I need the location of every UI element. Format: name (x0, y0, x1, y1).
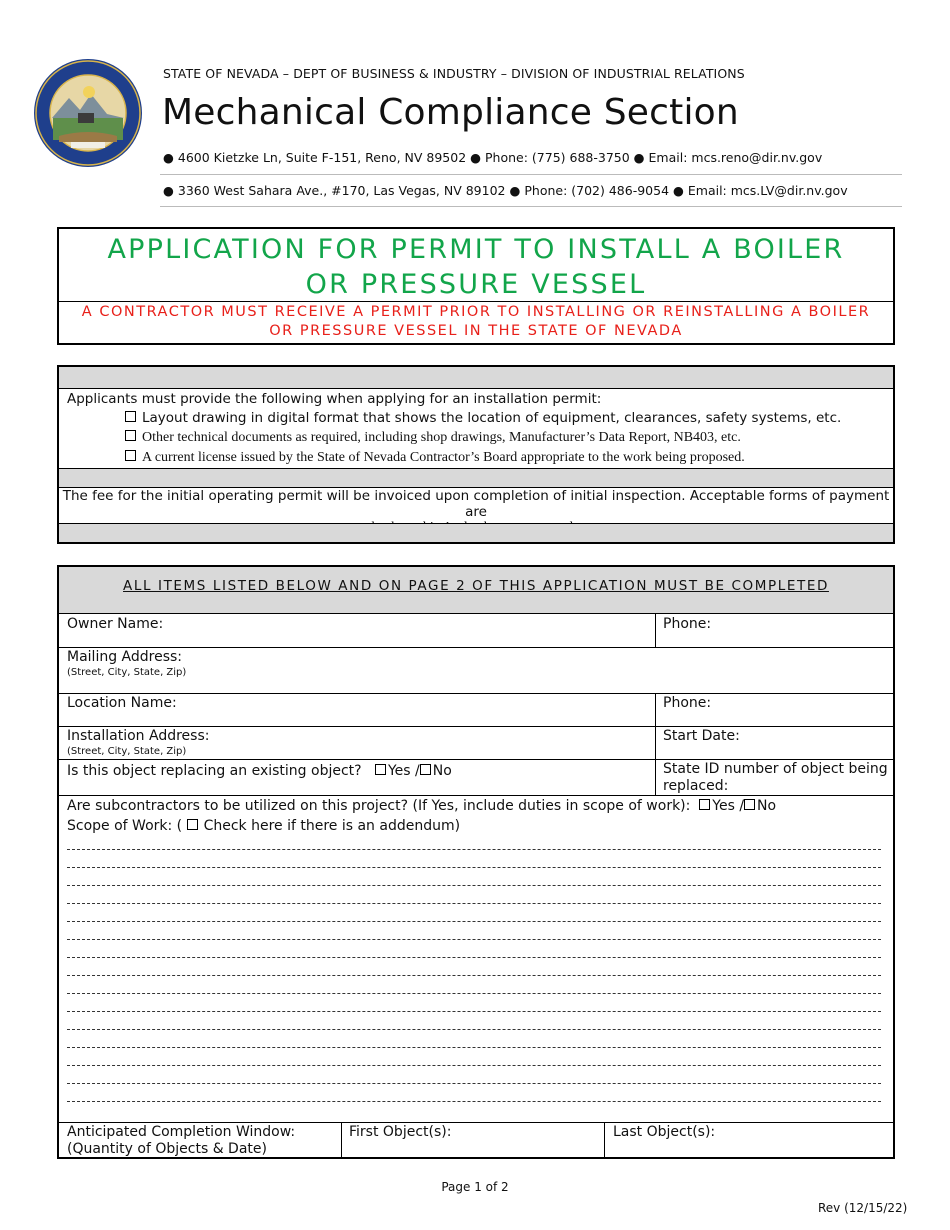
no-label: No (757, 798, 777, 814)
scope-writing-line[interactable] (67, 1065, 881, 1066)
nevada-state-seal (33, 58, 143, 168)
divider (59, 693, 893, 694)
divider (59, 795, 893, 796)
shaded-band (59, 469, 893, 487)
application-title-box (57, 227, 895, 345)
scope-writing-line[interactable] (67, 993, 881, 994)
state-id-line-1: State ID number of object being (663, 761, 888, 777)
location-name-label: Location Name: (67, 695, 177, 711)
divider (604, 1122, 605, 1157)
title-divider (59, 301, 893, 302)
owner-name-label: Owner Name: (67, 616, 164, 632)
first-objects-label: First Object(s): (349, 1124, 452, 1140)
start-date-label: Start Date: (663, 728, 740, 744)
scope-writing-line[interactable] (67, 885, 881, 886)
page-number: Page 1 of 2 (441, 1180, 509, 1194)
addendum-checkbox[interactable] (187, 819, 198, 830)
scope-prefix: Scope of Work: ( (67, 818, 183, 834)
scope-writing-line[interactable] (67, 1083, 881, 1084)
shaded-band (59, 367, 893, 388)
header-divider (160, 174, 902, 175)
completion-window-label (67, 1124, 295, 1158)
scope-writing-line[interactable] (67, 1011, 881, 1012)
checkbox-icon[interactable] (125, 411, 136, 422)
requirement-item (125, 450, 745, 466)
warning-line-1: A CONTRACTOR MUST RECEIVE A PERMIT PRIOR TO INSTALLING OR REINSTALLING A BOILER (81, 304, 871, 320)
warning-line-2: OR PRESSURE VESSEL IN THE STATE OF NEVADA (269, 323, 683, 339)
divider (59, 613, 893, 614)
owner-phone-label: Phone: (663, 616, 712, 632)
revision-date: Rev (12/15/22) (818, 1201, 908, 1215)
divider (341, 1122, 342, 1157)
state-id-line-2: replaced: (663, 778, 729, 794)
las-vegas-office-address: ● 3360 West Sahara Ave., #170, Las Vegas, NV 89102 ● Phone: (702) 486-9054 ● Email: mcs.LV@dir.nv.gov (163, 183, 848, 198)
divider (655, 613, 656, 647)
scope-of-work-label (67, 818, 460, 834)
requirement-text: Other technical documents as required, including shop drawings, Manufacturer’s Data Report, NB403, etc. (142, 430, 741, 445)
form-heading: ALL ITEMS LISTED BELOW AND ON PAGE 2 OF THIS APPLICATION MUST BE COMPLETED (123, 578, 829, 594)
divider (59, 1122, 893, 1123)
application-form (57, 565, 895, 1159)
scope-writing-line[interactable] (67, 939, 881, 940)
agency-name: STATE OF NEVADA – DEPT OF BUSINESS & INDUSTRY – DIVISION OF INDUSTRIAL RELATIONS (163, 66, 745, 81)
checkbox-icon[interactable] (125, 450, 136, 461)
installation-address-hint: (Street, City, State, Zip) (67, 746, 187, 757)
state-id-label (663, 761, 888, 795)
requirement-text: Layout drawing in digital format that shows the location of equipment, clearances, safety systems, etc. (142, 410, 842, 426)
scope-writing-line[interactable] (67, 921, 881, 922)
requirement-item (125, 430, 741, 446)
scope-writing-line[interactable] (67, 1029, 881, 1030)
checkbox-icon[interactable] (125, 430, 136, 441)
scope-writing-line[interactable] (67, 849, 881, 850)
requirements-box (57, 365, 895, 544)
divider (59, 647, 893, 648)
replacing-question-text: Is this object replacing an existing object? (67, 763, 362, 779)
divider (59, 388, 893, 389)
yes-label: Yes / (712, 798, 745, 814)
shaded-band (59, 524, 893, 542)
scope-writing-line[interactable] (67, 867, 881, 868)
yes-label: Yes / (387, 763, 420, 779)
installation-address-label: Installation Address: (67, 728, 210, 744)
requirement-text: A current license issued by the State of Nevada Contractor’s Board appropriate to the work being proposed. (142, 450, 745, 465)
completion-line-1: Anticipated Completion Window: (67, 1124, 296, 1140)
header-divider (160, 206, 902, 207)
location-phone-label: Phone: (663, 695, 712, 711)
requirement-item (125, 410, 841, 426)
scope-writing-line[interactable] (67, 1101, 881, 1102)
subcontractors-question-text: Are subcontractors to be utilized on this project? (If Yes, include duties in scope of work): (67, 798, 691, 814)
reno-office-address: ● 4600 Kietzke Ln, Suite F-151, Reno, NV 89502 ● Phone: (775) 688-3750 ● Email: mcs.reno@dir.nv.gov (163, 150, 823, 165)
replacing-question (67, 763, 452, 779)
form-heading-band (59, 567, 893, 613)
subcontractors-question (67, 798, 776, 814)
addendum-text: Check here if there is an addendum) (203, 818, 461, 834)
last-objects-label: Last Object(s): (613, 1124, 716, 1140)
scope-writing-line[interactable] (67, 903, 881, 904)
replacing-yes-checkbox[interactable] (375, 764, 386, 775)
permit-warning (59, 303, 893, 341)
divider (655, 693, 656, 795)
application-title (59, 229, 893, 304)
title-line-1: APPLICATION FOR PERMIT TO INSTALL A BOILER (107, 234, 845, 265)
divider (59, 726, 893, 727)
fee-line-1: The fee for the initial operating permit will be invoiced upon completion of initial inspection. Acceptable forms of payment are (62, 488, 890, 520)
replacing-no-checkbox[interactable] (420, 764, 431, 775)
completion-line-2: (Quantity of Objects & Date) (67, 1141, 267, 1157)
scope-writing-line[interactable] (67, 957, 881, 958)
scope-writing-line[interactable] (67, 975, 881, 976)
section-title: Mechanical Compliance Section (162, 92, 739, 133)
mailing-address-hint: (Street, City, State, Zip) (67, 667, 187, 678)
title-line-2: OR PRESSURE VESSEL (305, 269, 647, 300)
scope-writing-line[interactable] (67, 1047, 881, 1048)
divider (59, 759, 893, 760)
subcontractors-yes-checkbox[interactable] (699, 799, 710, 810)
mailing-address-label: Mailing Address: (67, 649, 183, 665)
no-label: No (432, 763, 452, 779)
subcontractors-no-checkbox[interactable] (744, 799, 755, 810)
requirements-intro: Applicants must provide the following when applying for an installation permit: (67, 391, 602, 407)
